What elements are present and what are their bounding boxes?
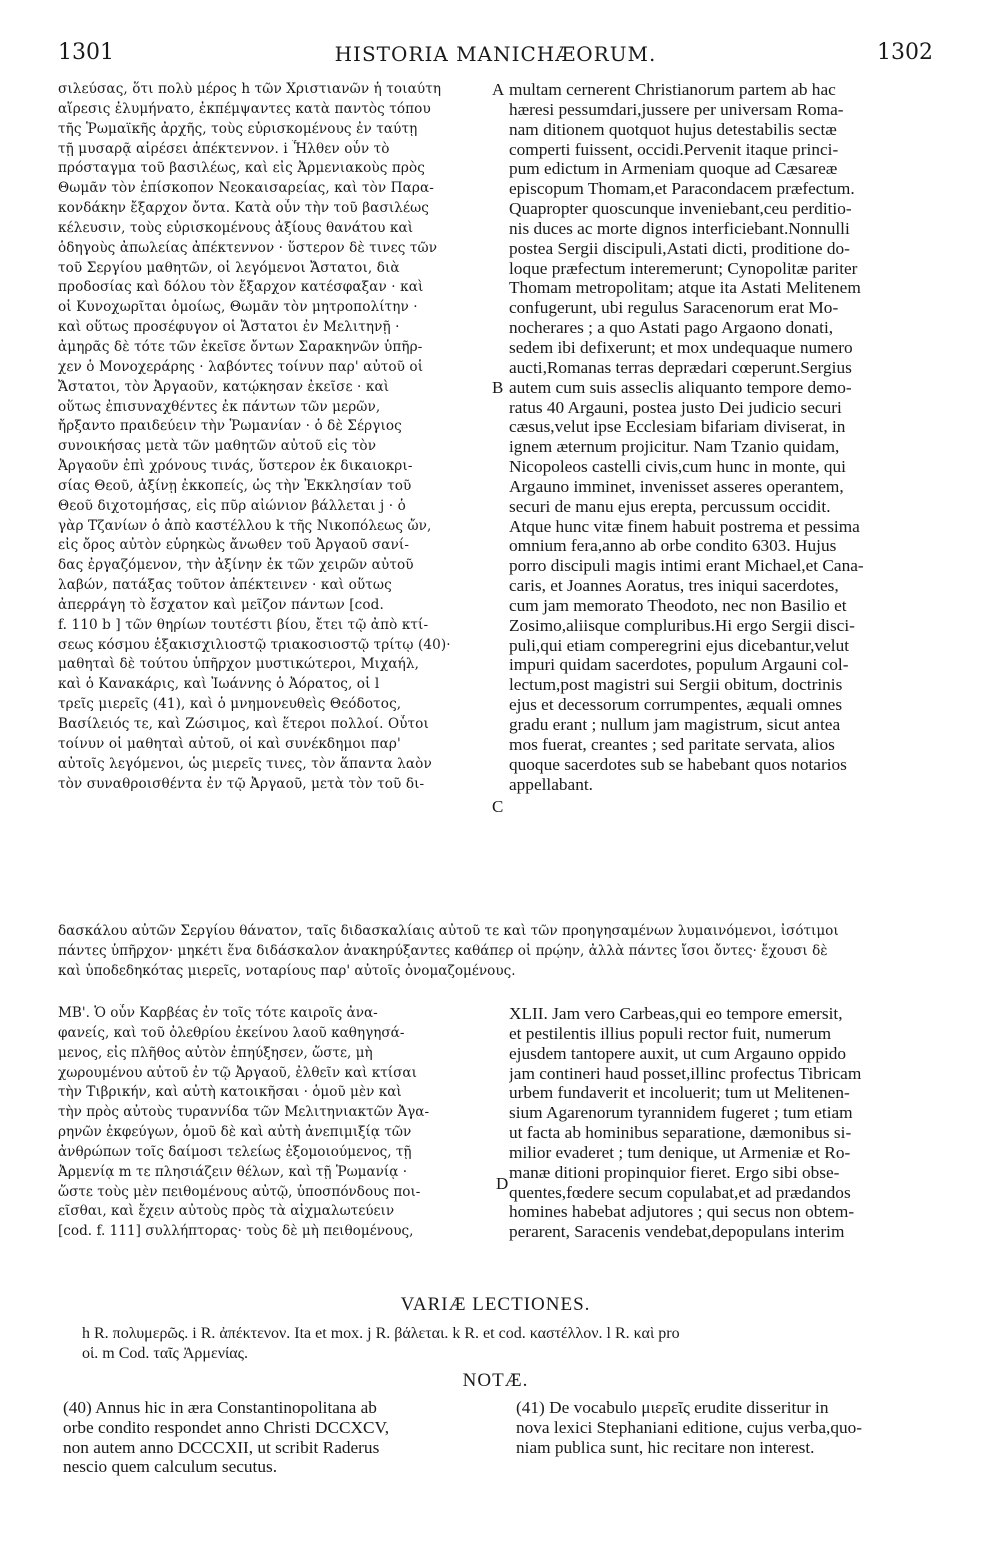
latin-text-line: Thomam metropolitam; atque ita Astati Melitenem — [509, 278, 861, 298]
latin-text-line: manæ ditioni propinquior fieret. Ergo sibi obse- — [509, 1162, 840, 1182]
variant-reading-line: h R. πολυμερῶς. i R. ἀπέκτενον. Ita et mox. j R. βάλεται. k R. et cod. καστέλλον. l R. καὶ pro — [82, 1325, 680, 1342]
greek-text-line: ἀμηρᾶς δὲ τότε τῶν ἐκεῖσε ὄντων Σαρακηνῶν ὑπῆρ- — [58, 338, 423, 355]
latin-text-line: urbem fundaverit et incoluerit; tum ut Melitenen- — [509, 1083, 850, 1103]
latin-text-line: cæsus,velut ipse Ecclesiam bifariam diviserat, in — [509, 417, 846, 437]
page-number-right: 1302 — [877, 40, 933, 65]
greek-text-line: σίας Θεοῦ, ἀξίνῃ ἐκκοπείς, ὡς τὴν Ἐκκλησίαν τοῦ — [58, 477, 412, 494]
latin-text-line: Argauno imminet, invenisset asseres operantem, — [509, 476, 844, 496]
latin-text-line: jam contineri haud posset,illinc profectus Tibricam — [509, 1063, 862, 1083]
variant-reading-line: οἱ. m Cod. ταῖς Ἀρμενίας. — [82, 1345, 248, 1362]
greek-text-line: κονδάκην ἔξαρχον ὄντα. Κατὰ οὖν τὴν τοῦ βασιλέως — [58, 200, 430, 217]
greek-text-line: ὁδηγοὺς ἀπωλείας ἀπέκτεννον · ὕστερον δὲ τινες τῶν — [58, 239, 438, 256]
latin-text-line: impuri quidam sacerdotes, populum Argauni col- — [509, 655, 849, 675]
latin-text-line: sium Agarenorum tyrannidem fugeret ; tum etiam — [509, 1103, 853, 1123]
latin-text-line: caris, et Joannes Aoratus, tres iniqui sacerdotes, — [509, 576, 839, 596]
page-number-left: 1301 — [58, 40, 114, 65]
greek-text-line: συνοικήσας μετὰ τῶν μαθητῶν αὐτοῦ εἰς τὸν — [58, 438, 377, 455]
latin-text-line: Nicopoleos castelli civis,cum hunc in monte, qui — [509, 457, 846, 477]
greek-text-line: τῆς Ῥωμαϊκῆς ἀρχῆς, τοὺς εὑρισκομένους ἐν ταύτῃ — [58, 120, 418, 137]
latin-text-line: omnium fera,anno ab orbe condito 6303. Hujus — [509, 536, 837, 556]
latin-text-line: XLII. Jam vero Carbeas,qui eo tempore emersit, — [509, 1004, 843, 1023]
greek-text-line: δας ἐργαζόμενον, τὴν ἀξίνην ἐκ τῶν χειρῶν αὐτοῦ — [58, 557, 414, 574]
greek-text-line: Ἄστατοι, τὸν Ἀργαοῦν, κατῴκησαν ἐκεῖσε · καὶ — [58, 378, 390, 395]
greek-text-line: πρόσταγμα τοῦ βασιλέως, καὶ εἰς Ἀρμενιακοὺς πρὸς — [58, 160, 425, 177]
latin-text-line: Zosimo,aliisque compluribus.Hi ergo Sergii disci- — [509, 615, 855, 635]
note-line: nova lexici Stephaniani editione, cujus verba,quo- — [516, 1417, 863, 1437]
greek-text-line: φανείς, καὶ τοῦ ὀλεθρίου ἐκείνου λαοῦ καθηγησά- — [58, 1024, 405, 1041]
latin-text-line: postea Sergii discipuli,Astati dicti, proditione do- — [509, 238, 850, 258]
greek-text-line: τὸν συναθροισθέντα ἐν τῷ Ἀργαοῦ, μετὰ τὸν τοῦ δι- — [58, 775, 425, 792]
greek-text-line: ἀπερράγη τὸ ἔσχατον καὶ μεῖζον πάντων [cod. — [58, 596, 384, 613]
latin-text-line: mos fuerat, creantes ; sed paritate servata, alios — [509, 734, 835, 754]
greek-text-line: τὴν Τιβρικήν, καὶ αὐτὴ κατοικῆσαι · ὁμοῦ μὲν καὶ — [58, 1084, 402, 1101]
latin-text-line: homines habebat adjutores ; qui secus non obtem- — [509, 1202, 855, 1222]
greek-text-line: αὐτοῖς λεγόμενοι, ὡς μιερεῖς τινες, τὸν ἅπαντα λαὸν — [58, 755, 432, 772]
latin-text-line: et pestilentis illius populi rector fuit, numerum — [509, 1023, 832, 1043]
greek-text-line: μαθηταὶ δὲ τούτου ὑπῆρχον μυστικώτεροι, Μιχαήλ, — [58, 656, 420, 673]
latin-column-bottom — [509, 1004, 939, 1242]
greek-column-top — [58, 80, 492, 794]
greek-text-line: [cod. f. 111] συλλήπτορας· τοὺς δὲ μὴ πειθομένους, — [58, 1223, 414, 1240]
greek-text-line: προδοσίας καὶ δόλου τὸν ἔξαρχον κατέσφαξαν · καὶ — [58, 279, 424, 296]
greek-text-line: καὶ ὁ Κανακάρις, καὶ Ἰωάννης ὁ Ἀόρατος, οἱ l — [58, 676, 380, 693]
latin-text-line: autem cum suis asseclis aliquanto tempore demo- — [509, 377, 852, 397]
latin-text-line: sedem ibi defixerunt; et mox undequaque numero — [509, 337, 853, 357]
greek-text-line: μενος, εἰς πλῆθος αὐτὸν ἐπηύξησεν, ὥστε, μὴ — [58, 1044, 373, 1061]
greek-text-line: τὴν πρὸς αὐτοὺς τυραννίδα τῶν Μελιτηνιακτῶν Ἀγα- — [58, 1104, 430, 1121]
margin-marker-b: B — [492, 378, 504, 397]
latin-text-line: loque præfectum interemerunt; Cynopolitæ pariter — [509, 258, 858, 278]
greek-text-line: εἰς ὄρος αὐτὸν εὑρηκὼς ἄνωθεν τοῦ Ἀργαοῦ σανί- — [58, 537, 410, 554]
latin-text-line: securi de manu ejus erepta, percussum occidit. — [509, 496, 831, 516]
greek-text-line: οἱ Κυνοχωρῖται ὁμοίως, Θωμᾶν τὸν μητροπολίτην · — [58, 299, 418, 316]
latin-text-line: ejusdem tantopere auxit, ut cum Argauno oppido — [509, 1043, 847, 1063]
margin-marker-d: D — [496, 1174, 509, 1193]
greek-text-line: Θωμᾶν τὸν ἐπίσκοπον Νεοκαισαρείας, καὶ τὸν Παρα- — [58, 180, 434, 197]
greek-text-line: χωρουμένου αὐτοῦ ἐν τῷ Ἀργαοῦ, ἐλθεῖν καὶ κτίσαι — [58, 1064, 417, 1081]
note-line: nescio quem calculum secutus. — [63, 1457, 278, 1477]
latin-text-line: ignem æternum projicitur. Nam Tzanio quidam, — [509, 437, 840, 457]
note-41 — [516, 1398, 946, 1457]
page-header — [58, 40, 933, 68]
greek-text-line: εῖσθαι, καὶ ἔχειν αὐτοὺς πρὸς τὰ αἰχμαλωτεύειν — [58, 1203, 395, 1220]
greek-text-line: καὶ οὕτως προσέφυγον οἱ Ἄστατοι ἐν Μελιτηνῇ · — [58, 319, 400, 336]
greek-text-line: ὥστε τοὺς μὲν πειθομένους αὐτῷ, ὑποσπόνδους ποι- — [58, 1183, 421, 1200]
latin-text-line: milior evaderet ; tum denique, ut Armeniæ et Ro- — [509, 1142, 851, 1162]
latin-text-line: lectum,post magistri sui Sergii obitum, doctrinis — [509, 675, 843, 695]
note-line: (40) Annus hic in æra Constantinopolitana ab — [63, 1398, 377, 1417]
latin-text-line: comperti fuissent, occidi.Pervenit itaque princi- — [509, 139, 839, 159]
greek-text-line: τοῦ Σεργίου μαθητῶν, οἱ λεγόμενοι Ἄστατοι, διὰ — [58, 259, 400, 276]
latin-text-line: ejus et decessorum corrumpentes, æquali omnes — [509, 695, 843, 715]
greek-full-width-paragraph — [58, 922, 938, 982]
latin-text-line: gradu erant ; nullum jam magistrum, sicut antea — [509, 715, 841, 734]
latin-text-line: appellabant. — [509, 774, 593, 794]
greek-text-line: γὰρ Τζανίων ὁ ἀπὸ καστέλλου k τῆς Νικοπόλεως ὤν, — [58, 517, 432, 534]
greek-text-line: τοίνυν οἱ μαθηταὶ αὐτοῦ, οἱ καὶ συνέκδημοι παρ' — [58, 735, 401, 752]
latin-text-line: puli,qui etiam comperegrini ejus dicebantur,velut — [509, 635, 850, 655]
greek-text-line: Θεοῦ διχοτομήσας, εἰς πῦρ αἰώνιον βάλλεται j · ὁ — [58, 497, 406, 514]
latin-text-line: quoque sacerdotes sub se habebant quos notarios — [509, 754, 847, 774]
variae-lectiones-heading: VARIÆ LECTIONES. — [400, 1294, 591, 1315]
latin-text-line: aucti,Romanas terras deprædari cœperunt.Sergius — [509, 357, 852, 377]
latin-text-line: nam ditionem quotquot hujus detestabilis sectæ — [509, 119, 837, 139]
latin-text-line: cum jam memorato Theodoto, nec non Basilio et — [509, 595, 847, 615]
note-line: orbe condito respondet anno Christi DCCXCV, — [63, 1417, 390, 1437]
greek-text-line: αἵρεσις ἐλυμήνατο, ἐκπέμψαντες κατὰ παντὸς τόπου — [58, 100, 431, 117]
note-40 — [63, 1398, 495, 1477]
greek-text-line: Ἀργαοῦν ἐπὶ χρόνους τινάς, ὕστερον ἐκ δικαιοκρι- — [58, 458, 413, 475]
greek-text-line: ἤρξαντο πραιδεύειν τὴν Ῥωμανίαν · ὁ δὲ Σέργιος — [58, 418, 402, 435]
greek-text-line: δασκάλου αὐτῶν Σεργίου θάνατον, ταῖς διδασκαλίαις αὐτοῦ τε καὶ τῶν προηγησαμένων λυμαινόμενοι, ἰσότιμοι — [58, 923, 839, 939]
latin-text-line: Quapropter quoscunque inveniebant,ceu perditio- — [509, 199, 852, 219]
margin-marker-a: A — [492, 80, 505, 99]
greek-column-bottom — [58, 1004, 492, 1242]
latin-text-line: ratus 40 Argauni, postea justo Dei judicio securi — [509, 397, 842, 417]
greek-text-line: ἀνθρώπων τοῖς δαίμοσι τελείως ἐξομοιούμενος, τῇ — [58, 1143, 412, 1160]
latin-text-line: nis duces ac morte dignos interficiebant.Nonnulli — [509, 218, 850, 238]
greek-text-line: ρηνῶν ἐκφεύγων, ὁμοῦ δὲ καὶ αὐτὴ ἀνεπιμιξίᾳ τῶν — [58, 1124, 412, 1141]
latin-text-line: quentes,fœdere secum copulabat,et ad prædandos — [509, 1182, 851, 1202]
latin-text-line: Atque hunc vitæ finem habuit postrema et pessima — [509, 516, 860, 536]
greek-text-line: τρεῖς μιερεῖς (41), καὶ ὁ μνημονευθεὶς Θεόδοτος, — [58, 696, 402, 713]
greek-text-line: τῇ μυσαρᾷ αἱρέσει ἀπέκτεννον. i Ἦλθεν οὖν τὸ — [58, 140, 390, 157]
greek-text-line: χεν ὁ Μονοχεράρης · λαβόντες τοίνυν παρ' αὐτοῦ οἱ — [58, 358, 424, 375]
greek-text-line: οὕτως ἐπισυναχθέντες ἐκ πάντων τῶν μερῶν, — [58, 398, 381, 415]
note-line: niam publica sunt, hic recitare non interest. — [516, 1437, 815, 1457]
latin-text-line: ut facta ab hominibus separatione, dæmonibus si- — [509, 1123, 852, 1143]
greek-text-line: κέλευσιν, τοὺς εὑρισκομένους ἀξίους θανάτου καὶ — [58, 219, 414, 236]
note-line: non autem anno DCCCXII, ut scribit Raderus — [63, 1437, 380, 1457]
greek-text-line: πάντες ὑπῆρχον· μηκέτι ἕνα διδάσκαλον ἀνακηρύξαντες καθάπερ οἱ πρῴην, ἀλλὰ πάντες ἴσοι ὄντες· ἔχουσι δὲ — [58, 942, 828, 959]
latin-text-line: multam cernerent Christianorum partem ab hac — [509, 80, 836, 99]
greek-text-line: σιλεύσας, ὅτι πολὺ μέρος h τῶν Χριστιανῶν ἡ τοιαύτη — [58, 81, 442, 97]
greek-text-line: λαβών, πατάξας τοῦτον ἀπέκτεινεν · καὶ οὕτως — [58, 577, 392, 594]
latin-text-line: pum edictum in Armeniam quoque ad Cæsareæ — [509, 159, 838, 179]
latin-text-line: confugerunt, ubi regulus Saracenorum erat Mo- — [509, 298, 839, 318]
margin-marker-c: C — [492, 797, 504, 816]
latin-text-line: perarent, Saracenis vendebat,depopulans interim — [509, 1222, 845, 1242]
latin-text-line: hæresi pessumdari,jussere per universam Roma- — [509, 99, 844, 119]
greek-text-line: σεως κόσμου ἑξακισχιλιοστῷ τριακοσιοστῷ τρίτῳ (40)· — [58, 636, 451, 653]
note-line: (41) De vocabulo μιερεῖς erudite disseritur in — [516, 1398, 829, 1417]
latin-text-line: episcopum Thomam,et Paracondacem præfectum. — [509, 179, 855, 199]
latin-column-top — [509, 80, 939, 794]
greek-text-line: Ἀρμενίᾳ m τε πλησιάζειν θέλων, καὶ τῇ Ῥωμανίᾳ · — [58, 1163, 408, 1180]
latin-text-line: porro discipuli magis intimi erant Michael,et Cana- — [509, 556, 864, 576]
greek-text-line: καὶ ὑποδεδηκότας μιερεῖς, νοταρίους παρ' αὐτοῖς ὀνομαζομένους. — [58, 962, 516, 979]
running-title: HISTORIA MANICHÆORUM. — [334, 42, 657, 66]
greek-text-line: ΜΒ'. Ὁ οὖν Καρβέας ἐν τοῖς τότε καιροῖς ἀνα- — [58, 1005, 378, 1021]
latin-text-line: nocherares ; a quo Astati pago Argaono donati, — [509, 318, 834, 338]
variae-lectiones-text — [82, 1324, 942, 1364]
greek-text-line: f. 110 b ] τῶν θηρίων τουτέστι βίου, ἔτει τῷ ἀπὸ κτί- — [58, 616, 429, 633]
notae-heading: NOTÆ. — [462, 1370, 529, 1391]
greek-text-line: Βασίλειός τε, καὶ Ζώσιμος, καὶ ἕτεροι πολλοί. Οὗτοι — [58, 716, 429, 732]
